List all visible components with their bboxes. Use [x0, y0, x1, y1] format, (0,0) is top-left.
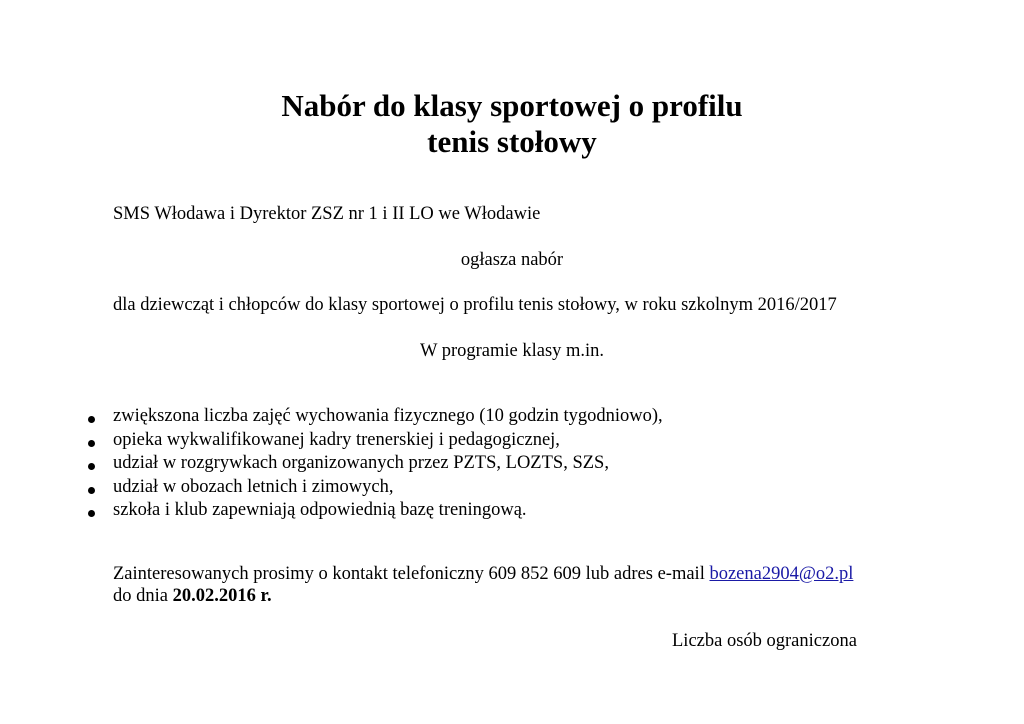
deadline-line [113, 585, 272, 607]
list-item [88, 429, 663, 453]
bullet-icon [88, 416, 95, 423]
issuer-text: SMS Włodawa i Dyrektor ZSZ nr 1 i II LO we Włodawie [113, 204, 541, 224]
list-item [88, 499, 663, 523]
contact-text: Zainteresowanych prosimy o kontakt telefoniczny 609 852 609 lub adres e-mail [113, 564, 710, 584]
program-list [88, 405, 663, 523]
bullet-icon [88, 440, 95, 447]
bullet-icon [88, 463, 95, 470]
title-line-2: tenis stołowy [427, 124, 597, 159]
audience-text: dla dziewcząt i chłopców do klasy sportowej o profilu tenis stołowy, w roku szkolnym 2016/2017 [113, 295, 837, 315]
list-item-text: udział w obozach letnich i zimowych, [113, 476, 394, 497]
bullet-icon [88, 510, 95, 517]
list-item [88, 476, 663, 500]
announces-text: ogłasza nabór [460, 250, 564, 270]
list-item [88, 405, 663, 429]
deadline-date: 20.02.2016 r. [172, 586, 272, 606]
list-item-text: zwiększona liczba zajęć wychowania fizycznego (10 godzin tygodniowo), [113, 406, 663, 426]
deadline-prefix: do dnia [113, 586, 173, 606]
program-heading: W programie klasy m.in. [419, 341, 605, 361]
email-link[interactable]: bozena2904@o2.pl [709, 564, 854, 584]
list-item [88, 452, 663, 476]
list-item-text: udział w rozgrywkach organizowanych przez PZTS, LOZTS, SZS, [113, 453, 609, 473]
list-item-text: opieka wykwalifikowanej kadry trenerskiej i pedagogicznej, [113, 429, 560, 450]
list-item-text: szkoła i klub zapewniają odpowiednią bazę treningową. [113, 500, 527, 520]
title-line-1: Nabór do klasy sportowej o profilu [281, 88, 743, 123]
limit-note: Liczba osób ograniczona [672, 631, 857, 651]
contact-line [113, 563, 853, 585]
bullet-icon [88, 487, 95, 494]
